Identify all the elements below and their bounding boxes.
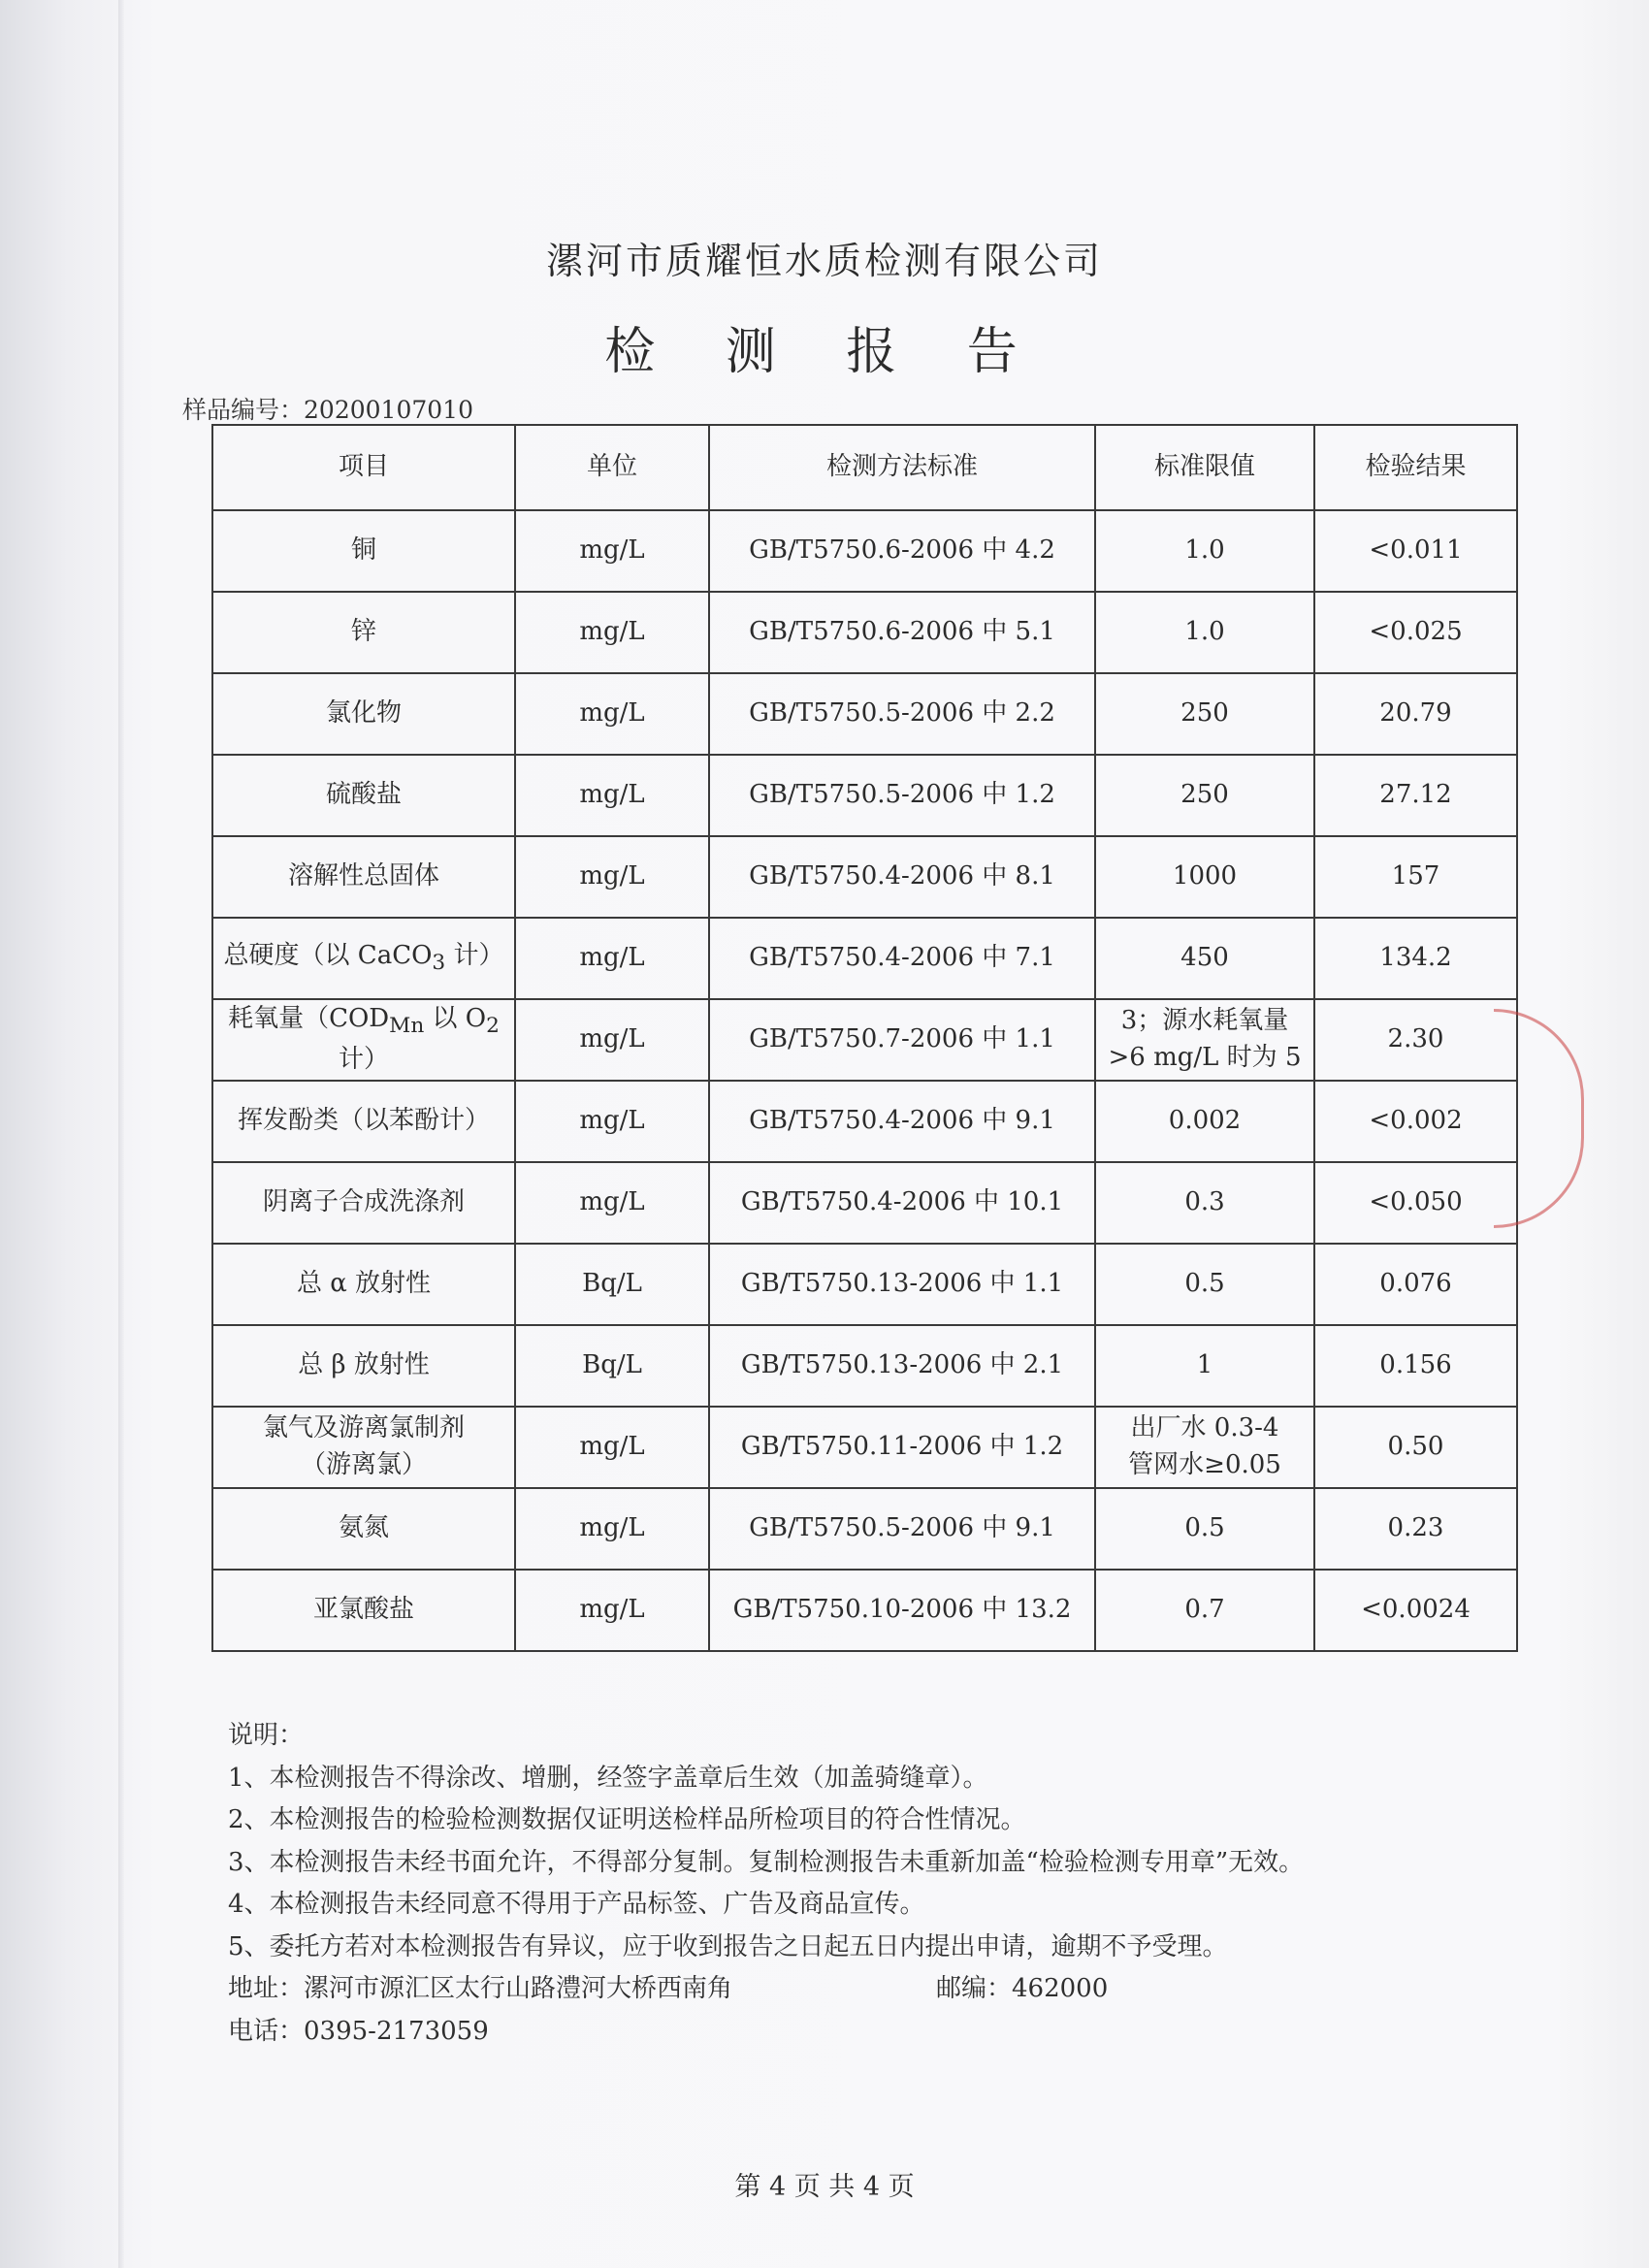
cell-limit: 250 bbox=[1095, 673, 1314, 755]
cell-item bbox=[212, 918, 515, 999]
item-text-end: 计） bbox=[445, 941, 504, 971]
address: 地址：漯河市源汇区太行山路澧河大桥西南角 bbox=[228, 1974, 733, 2003]
item-line-1: 氯气及游离氯制剂 bbox=[262, 1413, 465, 1443]
cell-limit: 1 bbox=[1095, 1325, 1314, 1407]
cell-method: GB/T5750.4-2006 中 10.1 bbox=[709, 1162, 1095, 1244]
cell-unit: mg/L bbox=[515, 1162, 709, 1244]
cell-limit bbox=[1095, 999, 1314, 1081]
table-row bbox=[212, 1570, 1517, 1651]
notes-heading: 说明： bbox=[228, 1721, 305, 1750]
cell-limit: 450 bbox=[1095, 918, 1314, 999]
cell-item: 亚氯酸盐 bbox=[212, 1570, 515, 1651]
cell-unit: Bq/L bbox=[515, 1244, 709, 1325]
company-name: 漯河市质耀恒水质检测有限公司 bbox=[545, 240, 1103, 282]
cell-method: GB/T5750.11-2006 中 1.2 bbox=[709, 1407, 1095, 1488]
note-item: 5、委托方若对本检测报告有异议，应于收到报告之日起五日内提出申请，逾期不予受理。 bbox=[228, 1931, 1228, 1961]
cell-result: <0.050 bbox=[1314, 1162, 1517, 1244]
report-title: 检 测 报 告 bbox=[604, 323, 1045, 381]
cell-unit: mg/L bbox=[515, 918, 709, 999]
cell-unit: mg/L bbox=[515, 1570, 709, 1651]
cell-method: GB/T5750.13-2006 中 1.1 bbox=[709, 1244, 1095, 1325]
cell-method: GB/T5750.4-2006 中 7.1 bbox=[709, 918, 1095, 999]
item-text-mid: 以 O bbox=[424, 1004, 487, 1034]
cell-limit: 0.3 bbox=[1095, 1162, 1314, 1244]
item-line-2: （游离氯） bbox=[300, 1450, 427, 1479]
cell-result: <0.011 bbox=[1314, 510, 1517, 592]
cell-result: 20.79 bbox=[1314, 673, 1517, 755]
notes-section bbox=[228, 1715, 1304, 2053]
address-row bbox=[228, 1968, 1304, 2011]
table-header-row bbox=[212, 425, 1517, 510]
phone: 电话：0395-2173059 bbox=[228, 2016, 489, 2046]
cell-method: GB/T5750.4-2006 中 8.1 bbox=[709, 836, 1095, 918]
cell-item bbox=[212, 1407, 515, 1488]
cell-item: 挥发酚类（以苯酚计） bbox=[212, 1081, 515, 1162]
column-header-method: 检测方法标准 bbox=[709, 425, 1095, 510]
cell-limit: 1.0 bbox=[1095, 510, 1314, 592]
table-row bbox=[212, 1488, 1517, 1570]
table-row bbox=[212, 755, 1517, 836]
cell-item: 溶解性总固体 bbox=[212, 836, 515, 918]
item-text: 总硬度（以 CaCO bbox=[223, 941, 433, 971]
cell-method: GB/T5750.5-2006 中 1.2 bbox=[709, 755, 1095, 836]
cell-unit: mg/L bbox=[515, 673, 709, 755]
cell-limit: 0.5 bbox=[1095, 1488, 1314, 1570]
limit-line-1: 出厂水 0.3-4 bbox=[1130, 1413, 1279, 1443]
column-header-unit: 单位 bbox=[515, 425, 709, 510]
cell-result: 157 bbox=[1314, 836, 1517, 918]
cell-item: 铜 bbox=[212, 510, 515, 592]
cell-unit: mg/L bbox=[515, 999, 709, 1081]
cell-result: <0.002 bbox=[1314, 1081, 1517, 1162]
cell-unit: mg/L bbox=[515, 592, 709, 673]
cell-limit bbox=[1095, 1407, 1314, 1488]
cell-result: 0.23 bbox=[1314, 1488, 1517, 1570]
cell-unit: Bq/L bbox=[515, 1325, 709, 1407]
note-item: 1、本检测报告不得涂改、增删，经签字盖章后生效（加盖骑缝章）。 bbox=[228, 1763, 988, 1793]
cell-result: 0.156 bbox=[1314, 1325, 1517, 1407]
cell-result: 27.12 bbox=[1314, 755, 1517, 836]
table-row bbox=[212, 592, 1517, 673]
limit-line-2: 管网水≥0.05 bbox=[1128, 1450, 1281, 1479]
cell-method: GB/T5750.5-2006 中 2.2 bbox=[709, 673, 1095, 755]
cell-item: 总 α 放射性 bbox=[212, 1244, 515, 1325]
cell-result: <0.025 bbox=[1314, 592, 1517, 673]
sample-number-value: 20200107010 bbox=[304, 396, 473, 424]
limit-line-1: 3；源水耗氧量 bbox=[1120, 1006, 1289, 1036]
column-header-limit: 标准限值 bbox=[1095, 425, 1314, 510]
cell-method: GB/T5750.10-2006 中 13.2 bbox=[709, 1570, 1095, 1651]
cell-result: 0.076 bbox=[1314, 1244, 1517, 1325]
cell-item: 氨氮 bbox=[212, 1488, 515, 1570]
cell-limit: 1.0 bbox=[1095, 592, 1314, 673]
table-row bbox=[212, 918, 1517, 999]
cell-result: 2.30 bbox=[1314, 999, 1517, 1081]
table-row bbox=[212, 1407, 1517, 1488]
cell-item bbox=[212, 999, 515, 1081]
cell-limit: 1000 bbox=[1095, 836, 1314, 918]
table-row bbox=[212, 1081, 1517, 1162]
limit-line-2: >6 mg/L 时为 5 bbox=[1108, 1043, 1302, 1072]
results-table bbox=[211, 424, 1518, 1652]
item-subscript: 3 bbox=[432, 951, 446, 976]
cell-item: 总 β 放射性 bbox=[212, 1325, 515, 1407]
cell-unit: mg/L bbox=[515, 1488, 709, 1570]
page-number: 第 4 页 共 4 页 bbox=[734, 2172, 915, 2202]
cell-unit: mg/L bbox=[515, 755, 709, 836]
item-subscript: Mn bbox=[389, 1014, 425, 1039]
table-row bbox=[212, 836, 1517, 918]
cell-limit: 0.7 bbox=[1095, 1570, 1314, 1651]
table-row bbox=[212, 510, 1517, 592]
table-row bbox=[212, 1325, 1517, 1407]
cell-item: 氯化物 bbox=[212, 673, 515, 755]
table-row bbox=[212, 673, 1517, 755]
table-row bbox=[212, 999, 1517, 1081]
table-row bbox=[212, 1162, 1517, 1244]
cell-result: 0.50 bbox=[1314, 1407, 1517, 1488]
cell-limit: 0.5 bbox=[1095, 1244, 1314, 1325]
note-item: 2、本检测报告的检验检测数据仅证明送检样品所检项目的符合性情况。 bbox=[228, 1805, 1026, 1834]
cell-unit: mg/L bbox=[515, 1407, 709, 1488]
cell-method: GB/T5750.5-2006 中 9.1 bbox=[709, 1488, 1095, 1570]
note-item: 4、本检测报告未经同意不得用于产品标签、广告及商品宣传。 bbox=[228, 1890, 925, 1919]
column-header-result: 检验结果 bbox=[1314, 425, 1517, 510]
cell-unit: mg/L bbox=[515, 1081, 709, 1162]
postcode: 邮编：462000 bbox=[936, 1974, 1109, 2003]
cell-item: 硫酸盐 bbox=[212, 755, 515, 836]
sample-number-label: 样品编号： bbox=[182, 396, 305, 424]
cell-method: GB/T5750.4-2006 中 9.1 bbox=[709, 1081, 1095, 1162]
cell-method: GB/T5750.6-2006 中 5.1 bbox=[709, 592, 1095, 673]
item-text-end: 计） bbox=[338, 1044, 389, 1074]
cell-limit: 250 bbox=[1095, 755, 1314, 836]
cell-method: GB/T5750.6-2006 中 4.2 bbox=[709, 510, 1095, 592]
cell-result: 134.2 bbox=[1314, 918, 1517, 999]
cell-result: <0.0024 bbox=[1314, 1570, 1517, 1651]
cell-method: GB/T5750.13-2006 中 2.1 bbox=[709, 1325, 1095, 1407]
cell-limit: 0.002 bbox=[1095, 1081, 1314, 1162]
cell-item: 阴离子合成洗涤剂 bbox=[212, 1162, 515, 1244]
sample-number bbox=[182, 391, 473, 426]
riding-seal-fragment bbox=[1494, 1009, 1584, 1228]
cell-method: GB/T5750.7-2006 中 1.1 bbox=[709, 999, 1095, 1081]
item-text: 耗氧量（COD bbox=[228, 1004, 390, 1034]
cell-item: 锌 bbox=[212, 592, 515, 673]
item-subscript-2: 2 bbox=[486, 1014, 500, 1039]
note-item: 3、本检测报告未经书面允许，不得部分复制。复制检测报告未重新加盖“检验检测专用章”无效。 bbox=[228, 1847, 1305, 1877]
column-header-item: 项目 bbox=[212, 425, 515, 510]
table-row bbox=[212, 1244, 1517, 1325]
cell-unit: mg/L bbox=[515, 510, 709, 592]
cell-unit: mg/L bbox=[515, 836, 709, 918]
